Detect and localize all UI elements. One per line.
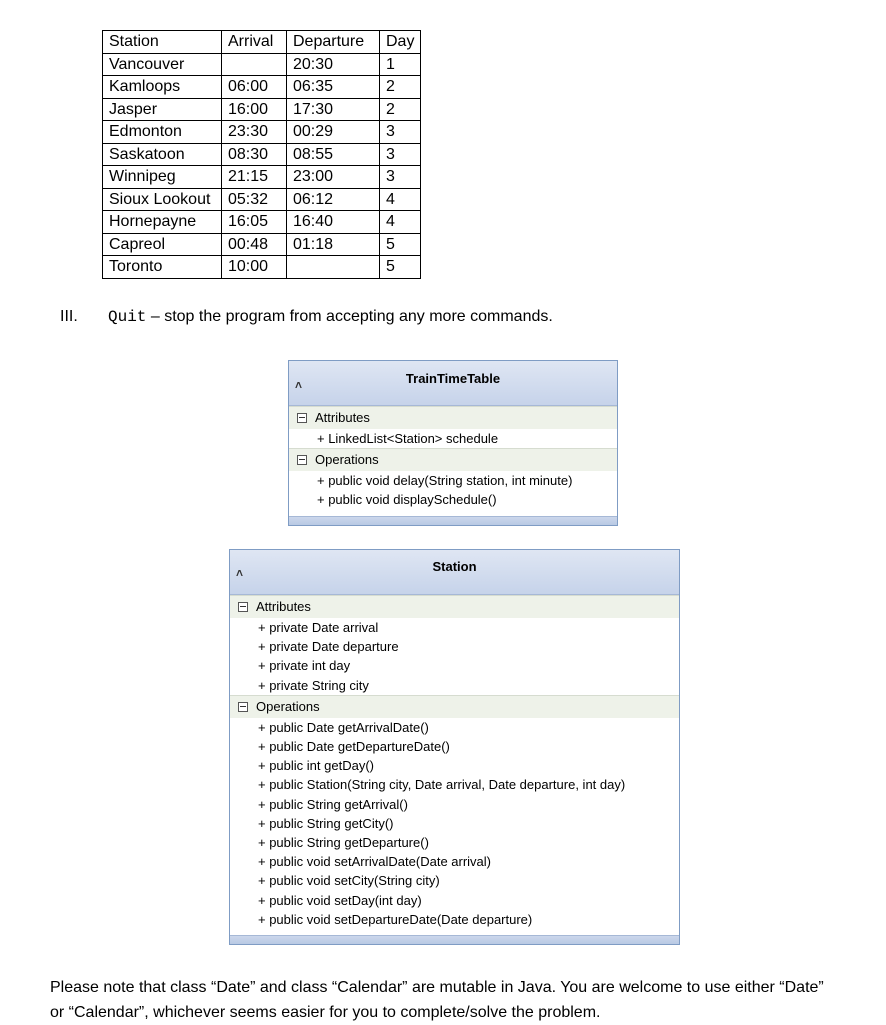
quit-description: – stop the program from accepting any more commands. bbox=[146, 308, 553, 325]
attribute-item: + private Date arrival bbox=[258, 620, 379, 635]
attributes-section bbox=[230, 595, 679, 618]
collapse-chevron-icon[interactable]: ˄ bbox=[236, 566, 244, 580]
cell-station: Jasper bbox=[103, 98, 222, 121]
cell-day: 4 bbox=[380, 188, 421, 211]
cell-station: Vancouver bbox=[103, 53, 222, 76]
operation-item: + public String getCity() bbox=[258, 815, 394, 831]
attribute-item: + private int day bbox=[258, 658, 351, 674]
attribute-list bbox=[289, 429, 617, 448]
cell-arrival: 16:00 bbox=[222, 98, 287, 121]
collapse-toggle-icon[interactable] bbox=[238, 602, 248, 612]
operation-item: + public void setArrivalDate(Date arrival) bbox=[258, 854, 492, 870]
section-label: Operations bbox=[315, 452, 379, 467]
class-header bbox=[230, 550, 679, 595]
cell-day: 3 bbox=[380, 121, 421, 144]
timetable-body bbox=[103, 53, 421, 278]
cell-day: 1 bbox=[380, 53, 421, 76]
cell-arrival: 00:48 bbox=[222, 233, 287, 256]
cell-day: 5 bbox=[380, 256, 421, 279]
cell-departure: 16:40 bbox=[287, 211, 380, 234]
table-row bbox=[103, 166, 421, 189]
operation-item: + public Date getDepartureDate() bbox=[258, 739, 450, 755]
table-row bbox=[103, 211, 421, 234]
operation-item: + public Station(String city, Date arrival, Date departure, int day) bbox=[258, 777, 626, 793]
table-row bbox=[103, 98, 421, 121]
attribute-item: + LinkedList<Station> schedule bbox=[317, 431, 499, 446]
table-row bbox=[103, 188, 421, 211]
operation-item: + public int getDay() bbox=[258, 758, 374, 774]
collapse-chevron-icon[interactable]: ˄ bbox=[295, 378, 303, 392]
attribute-list bbox=[230, 618, 679, 695]
attributes-section bbox=[289, 406, 617, 429]
operation-item: + public String getArrival() bbox=[258, 796, 408, 812]
cell-arrival: 21:15 bbox=[222, 166, 287, 189]
cell-arrival: 08:30 bbox=[222, 143, 287, 166]
cell-day: 4 bbox=[380, 211, 421, 234]
operation-item: + public void setCity(String city) bbox=[258, 873, 440, 889]
class-name: Station bbox=[432, 559, 477, 574]
class-header bbox=[289, 361, 617, 406]
cell-departure bbox=[287, 256, 380, 279]
list-number: III. bbox=[60, 308, 78, 325]
class-footer bbox=[289, 516, 617, 525]
operation-item: + public void delay(String station, int minute) bbox=[317, 473, 573, 488]
header-arrival: Arrival bbox=[222, 31, 287, 54]
operation-item: + public void displaySchedule() bbox=[317, 492, 497, 507]
cell-arrival: 23:30 bbox=[222, 121, 287, 144]
section-label: Operations bbox=[256, 698, 320, 714]
operation-item: + public void setDay(int day) bbox=[258, 892, 422, 908]
class-footer bbox=[230, 935, 679, 944]
cell-departure: 23:00 bbox=[287, 166, 380, 189]
uml-class-station bbox=[229, 549, 680, 945]
cell-departure: 17:30 bbox=[287, 98, 380, 121]
operation-item: + public Date getArrivalDate() bbox=[258, 719, 429, 735]
header-station: Station bbox=[103, 31, 222, 54]
operations-section bbox=[289, 448, 617, 471]
table-row bbox=[103, 121, 421, 144]
cell-day: 3 bbox=[380, 143, 421, 166]
header-day: Day bbox=[380, 31, 421, 54]
cell-station: Kamloops bbox=[103, 76, 222, 99]
cell-station: Capreol bbox=[103, 233, 222, 256]
operation-list bbox=[289, 471, 617, 509]
cell-arrival: 16:05 bbox=[222, 211, 287, 234]
note-paragraph: Please note that class “Date” and class “Calendar” are mutable in Java. You are welcome to use either “Date” or “Calendar”, whichever seems easier for you to complete/solve the problem. bbox=[50, 979, 824, 1021]
quit-command: Quit bbox=[108, 308, 147, 326]
cell-day: 3 bbox=[380, 166, 421, 189]
cell-departure: 00:29 bbox=[287, 121, 380, 144]
section-label: Attributes bbox=[315, 410, 370, 425]
cell-departure: 01:18 bbox=[287, 233, 380, 256]
operation-list bbox=[230, 718, 679, 929]
quit-instruction bbox=[60, 307, 553, 327]
cell-arrival: 10:00 bbox=[222, 256, 287, 279]
operation-item: + public String getDeparture() bbox=[258, 835, 429, 851]
attribute-item: + private Date departure bbox=[258, 639, 399, 655]
section-label: Attributes bbox=[256, 599, 311, 614]
timetable-header-row bbox=[103, 31, 421, 54]
table-row bbox=[103, 256, 421, 279]
table-row bbox=[103, 76, 421, 99]
table-row bbox=[103, 53, 421, 76]
cell-day: 2 bbox=[380, 76, 421, 99]
table-row bbox=[103, 143, 421, 166]
cell-departure: 20:30 bbox=[287, 53, 380, 76]
attribute-item: + private String city bbox=[258, 677, 369, 693]
timetable bbox=[102, 30, 421, 279]
class-name: TrainTimeTable bbox=[405, 371, 501, 386]
operation-item: + public void setDepartureDate(Date departure) bbox=[258, 911, 533, 927]
cell-station: Toronto bbox=[103, 256, 222, 279]
cell-arrival: 05:32 bbox=[222, 188, 287, 211]
cell-arrival bbox=[222, 53, 287, 76]
header-departure: Departure bbox=[287, 31, 380, 54]
cell-day: 2 bbox=[380, 98, 421, 121]
cell-day: 5 bbox=[380, 233, 421, 256]
cell-station: Hornepayne bbox=[103, 211, 222, 234]
collapse-toggle-icon[interactable] bbox=[297, 413, 307, 423]
cell-departure: 06:12 bbox=[287, 188, 380, 211]
collapse-toggle-icon[interactable] bbox=[238, 702, 248, 712]
cell-station: Sioux Lookout bbox=[103, 188, 222, 211]
cell-station: Winnipeg bbox=[103, 166, 222, 189]
collapse-toggle-icon[interactable] bbox=[297, 455, 307, 465]
cell-station: Saskatoon bbox=[103, 143, 222, 166]
cell-departure: 06:35 bbox=[287, 76, 380, 99]
operations-section bbox=[230, 695, 679, 718]
cell-departure: 08:55 bbox=[287, 143, 380, 166]
cell-station: Edmonton bbox=[103, 121, 222, 144]
uml-class-traintimetable bbox=[288, 360, 618, 526]
table-row bbox=[103, 233, 421, 256]
cell-arrival: 06:00 bbox=[222, 76, 287, 99]
